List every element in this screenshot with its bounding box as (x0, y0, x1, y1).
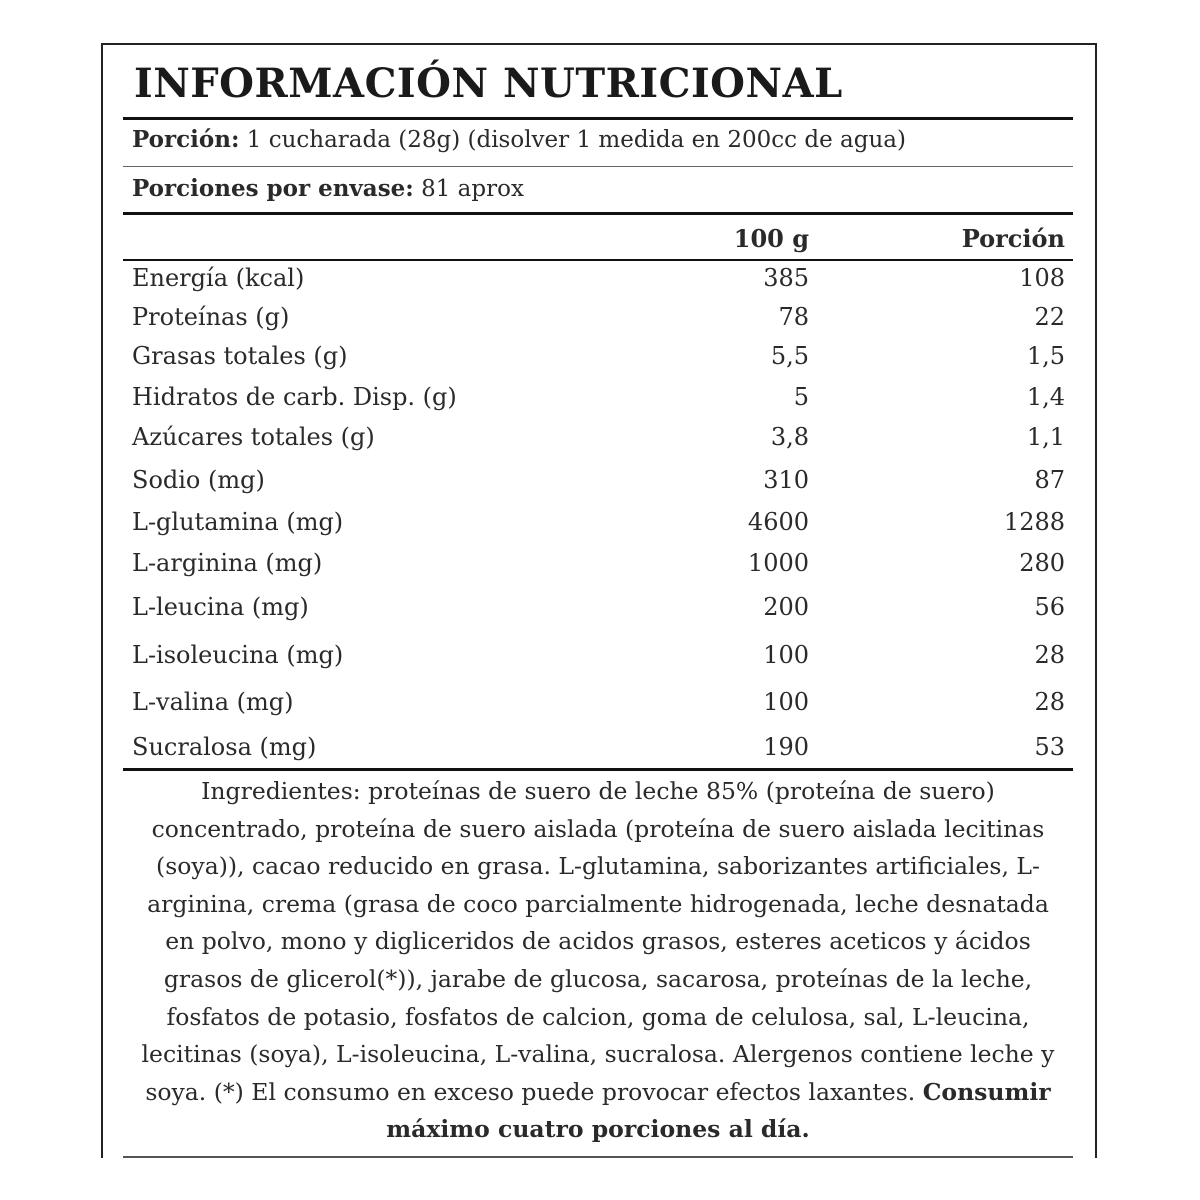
table-bottom-divider (123, 768, 1073, 771)
nutrient-value-serving: 28 (1034, 641, 1065, 669)
servings-per-container-value: 81 aprox (413, 176, 524, 202)
column-header-100g: 100 g (733, 224, 809, 253)
nutrient-name: Azúcares totales (g) (132, 423, 375, 451)
nutrient-value-100g: 5,5 (770, 342, 809, 370)
serving-size (132, 126, 906, 153)
consumption-warning: máximo cuatro porciones al día. (386, 1115, 810, 1144)
nutrient-row (132, 466, 1067, 502)
nutrient-name: Hidratos de carb. Disp. (g) (132, 383, 457, 411)
ingredients-line: fosfatos de potasio, fosfatos de calcion, goma de celulosa, sal, L-leucina, (166, 1002, 1030, 1031)
nutrient-value-serving: 108 (1019, 264, 1065, 292)
nutrient-row (132, 264, 1067, 300)
ingredients-text (128, 773, 1068, 1149)
column-header-serving: Porción (961, 224, 1065, 253)
serving-size-value: 1 cucharada (28g) (disolver 1 medida en 200cc de agua) (239, 127, 906, 153)
nutrient-row (132, 342, 1067, 378)
nutrient-value-100g: 310 (763, 466, 809, 494)
ingredients-line: en polvo, mono y digliceridos de acidos grasos, esteres aceticos y ácidos (165, 927, 1031, 956)
nutrient-name: Proteínas (g) (132, 303, 290, 331)
ingredients-line: lecitinas (soya), L-isoleucina, L-valina, sucralosa. Alergenos contiene leche y (141, 1040, 1055, 1069)
nutrient-name: L-valina (mg) (132, 688, 294, 716)
nutrient-value-serving: 22 (1034, 303, 1065, 331)
nutrient-row (132, 641, 1067, 677)
nutrient-name: L-leucina (mg) (132, 593, 309, 621)
nutrient-value-100g: 200 (763, 593, 809, 621)
nutrient-value-serving: 1288 (1003, 508, 1065, 536)
nutrient-value-serving: 1,4 (1026, 383, 1065, 411)
nutrient-name: Energía (kcal) (132, 264, 305, 292)
nutrient-value-serving: 280 (1019, 549, 1065, 577)
nutrient-value-100g: 4600 (747, 508, 809, 536)
servings-per-container-label: Porciones por envase: (132, 175, 414, 202)
header-divider (123, 212, 1073, 215)
nutrient-value-serving: 28 (1034, 688, 1065, 716)
label-title: INFORMACIÓN NUTRICIONAL (134, 60, 843, 107)
serving-size-label: Porción: (132, 126, 240, 153)
nutrient-value-serving: 56 (1034, 593, 1065, 621)
nutrient-row (132, 303, 1067, 339)
nutrient-value-100g: 1000 (747, 549, 809, 577)
nutrient-row (132, 383, 1067, 419)
nutrient-name: Sodio (mg) (132, 466, 265, 494)
nutrient-value-100g: 100 (763, 688, 809, 716)
nutrient-value-100g: 3,8 (770, 423, 809, 451)
title-divider (123, 117, 1073, 120)
consumption-warning: Consumir (922, 1077, 1051, 1106)
nutrient-name: Sucralosa (mg) (132, 733, 317, 761)
laxative-warning: soya. (*) El consumo en exceso puede provocar efectos laxantes. (145, 1077, 923, 1106)
nutrient-row (132, 508, 1067, 544)
nutrient-name: L-isoleucina (mg) (132, 641, 344, 669)
nutrient-row (132, 549, 1067, 585)
ingredients-line (128, 1074, 1068, 1112)
ingredients-line: (soya)), cacao reducido en grasa. L-glutamina, saborizantes artificiales, L- (156, 852, 1040, 881)
table-header (132, 224, 1067, 260)
nutrient-row (132, 733, 1067, 769)
serving-divider (123, 166, 1073, 167)
nutrient-name: Grasas totales (g) (132, 342, 348, 370)
nutrient-row (132, 423, 1067, 459)
nutrient-row (132, 593, 1067, 629)
servings-per-container (132, 175, 524, 202)
nutrient-value-serving: 53 (1034, 733, 1065, 761)
label-bottom-rule (123, 1156, 1073, 1158)
ingredients-line: grasos de glicerol(*)), jarabe de glucosa, sacarosa, proteínas de la leche, (163, 964, 1033, 993)
ingredients-line: concentrado, proteína de suero aislada (proteína de suero aislada lecitinas (151, 814, 1045, 843)
nutrient-value-100g: 385 (763, 264, 809, 292)
nutrient-value-serving: 87 (1034, 466, 1065, 494)
nutrient-value-100g: 78 (778, 303, 809, 331)
nutrient-name: L-glutamina (mg) (132, 508, 344, 536)
nutrient-row (132, 688, 1067, 724)
nutrient-value-serving: 1,1 (1026, 423, 1065, 451)
ingredients-line: arginina, crema (grasa de coco parcialmente hidrogenada, leche desnatada (147, 889, 1049, 918)
nutrient-value-serving: 1,5 (1026, 342, 1065, 370)
nutrient-name: L-arginina (mg) (132, 549, 323, 577)
nutrient-value-100g: 5 (793, 383, 809, 411)
nutrient-value-100g: 100 (763, 641, 809, 669)
ingredients-line: Ingredientes: proteínas de suero de leche 85% (proteína de suero) (201, 777, 995, 805)
nutrient-value-100g: 190 (763, 733, 809, 761)
table-header-divider (123, 259, 1073, 261)
